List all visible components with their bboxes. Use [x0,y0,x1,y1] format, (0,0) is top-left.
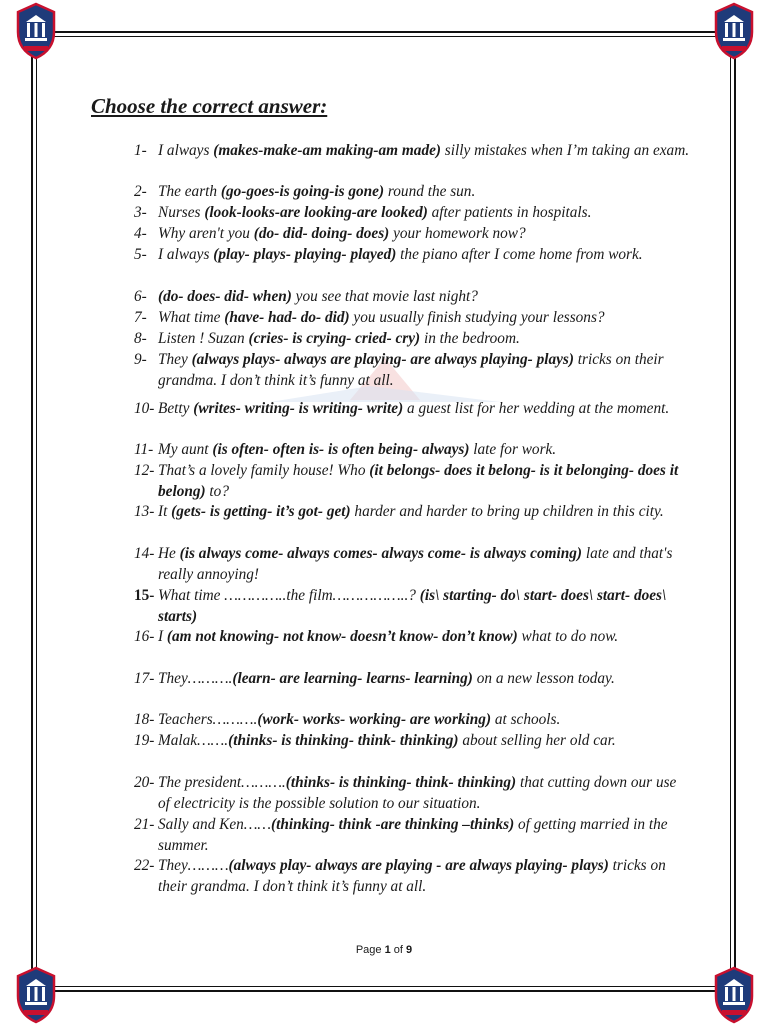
answer-choices: (work- works- working- are working) [257,711,492,728]
question-number: 6- [134,288,147,305]
question-text [134,440,690,461]
question-text [134,669,690,690]
question-text [134,245,690,266]
question-fragment: It [158,503,172,520]
answer-choices: (thinking- think -are thinking –thinks) [271,816,515,833]
question-fragment: late and that's really annoying! [158,545,673,583]
question-fragment: Teachers………. [158,711,258,728]
question-text [134,627,690,648]
question-fragment: at schools. [491,711,561,728]
question-fragment: silly mistakes when I’m taking an exam. [440,142,690,159]
question-item [134,815,690,857]
question-fragment: tricks on their grandma. I don’t think it’s funny at all. [158,857,666,895]
question-number: 18- [134,711,155,728]
question-text [134,182,690,203]
question-item [134,856,690,898]
question-fragment: Betty [158,400,194,417]
question-fragment: What time …………..the film……………..? [158,587,420,604]
answer-choices: (do- did- doing- does) [253,225,390,242]
footer-of: of [390,944,407,956]
question-fragment: What time [158,309,225,326]
question-fragment: Sally and Ken…… [158,816,272,833]
answer-choices: (always plays- always are playing- are always playing- plays) [191,351,574,368]
answer-choices: (thinks- is thinking- think- thinking) [285,774,517,791]
question-text [134,399,690,420]
question-fragment: to? [205,482,229,500]
question-fragment: you usually finish studying your lessons? [349,309,605,326]
question-item [134,141,690,162]
question-text [134,815,690,857]
question-number: 19- [134,732,155,749]
question-fragment: That’s a lovely family house! Who [158,462,370,479]
answer-choices: (it belongs- does it belong- is it belonging- does it belong) [158,462,679,500]
footer-prefix: Page [355,944,385,956]
answer-choices: (is often- often is- is often being- always) [212,441,470,458]
question-item [134,627,690,648]
question-number: 22- [134,857,155,874]
question-text [134,203,690,224]
question-item [134,440,690,461]
question-fragment: a guest list for her wedding at the moment. [403,400,670,417]
question-item [134,710,690,731]
question-fragment: They……… [158,857,229,874]
question-fragment: harder and harder to bring up children in this city. [350,503,664,520]
question-item [134,224,690,245]
question-number: 3- [134,204,147,221]
question-fragment: what to do now. [517,628,619,645]
question-text [134,224,690,245]
answer-choices: (go-goes-is going-is gone) [220,183,385,200]
question-fragment: Listen ! Suzan [158,330,249,347]
answer-choices: (always play- always are playing - are always playing- plays) [228,857,609,874]
question-fragment: I always [158,246,214,263]
question-item [134,350,690,392]
question-fragment: Nurses [158,204,205,221]
question-number: 15- [134,587,155,604]
question-fragment: Malak……. [158,732,229,749]
question-number: 20- [134,774,155,791]
question-item [134,245,690,266]
question-fragment: I [158,628,167,645]
answer-choices: (thinks- is thinking- think- thinking) [228,732,459,749]
question-fragment: of getting married in the summer. [158,816,668,854]
question-number: 16- [134,628,155,645]
question-fragment: They………. [158,670,233,687]
question-item [134,586,690,628]
question-fragment: late for work. [469,441,557,458]
footer-total-pages: 9 [406,944,413,956]
question-fragment: round the sun. [384,183,476,200]
footer-current-page: 1 [384,944,391,956]
question-text [134,308,690,329]
question-fragment: on a new lesson today. [472,670,615,687]
question-text [134,350,690,392]
question-number: 8- [134,330,147,347]
question-fragment: about selling her old car. [458,732,616,749]
question-number: 13- [134,503,155,520]
question-text [134,731,690,752]
answer-choices: (gets- is getting- it’s got- get) [171,503,351,520]
question-fragment: you see that movie last night? [291,288,478,305]
question-fragment: that cutting down our use of electricity is the possible solution to our situation. [158,774,677,812]
question-number: 5- [134,246,147,263]
question-item [134,461,690,503]
question-item [134,287,690,308]
question-number: 1- [134,142,147,159]
question-fragment: My aunt [158,441,213,458]
answer-choices: (do- does- did- when) [158,288,292,305]
question-number: 17- [134,670,155,687]
question-fragment: Why aren't you [158,225,254,242]
question-item [134,308,690,329]
answer-choices: (have- had- do- did) [224,309,350,326]
answer-choices: (makes-make-am making-am made) [213,142,441,159]
question-number: 4- [134,225,147,242]
question-fragment: The earth [158,183,221,200]
question-text [134,502,690,523]
question-fragment: tricks on their grandma. I don’t think it’s funny at all. [158,351,664,389]
answer-choices: (cries- is crying- cried- cry) [248,330,421,347]
question-fragment: The president………. [158,774,286,791]
question-fragment: your homework now? [389,225,526,242]
question-item [134,773,690,815]
question-item [134,731,690,752]
answer-choices: (learn- are learning- learns- learning) [232,670,473,687]
question-fragment: the piano after I come home from work. [396,246,643,263]
answer-choices: (writes- writing- is writing- write) [193,400,404,417]
question-number: 12- [134,462,155,479]
question-text [134,586,690,628]
question-number: 7- [134,309,147,326]
question-item [134,544,690,586]
question-number: 14- [134,545,155,562]
question-text [134,544,690,586]
page-heading: Choose the correct answer: [91,94,328,118]
answer-choices: (is always come- always comes- always come- is always coming) [179,545,583,562]
question-text [134,773,690,815]
answer-choices: (play- plays- playing- played) [213,246,397,263]
question-number: 21- [134,816,155,833]
question-item [134,182,690,203]
question-item [134,329,690,350]
question-fragment: He [158,545,180,562]
question-item [134,399,690,420]
question-fragment: I always [158,142,214,159]
question-text [134,710,690,731]
question-item [134,203,690,224]
question-text [134,329,690,350]
question-fragment: after patients in hospitals. [427,204,592,221]
answer-choices: (am not knowing- not know- doesn’t know- don’t know) [166,628,518,645]
question-text [134,461,690,503]
question-item [134,669,690,690]
question-text [134,287,690,308]
question-number: 9- [134,351,147,368]
question-text [134,141,690,162]
question-item [134,502,690,523]
question-fragment: in the bedroom. [420,330,520,347]
question-text [134,856,690,898]
question-number: 11- [134,441,154,458]
page-footer [0,944,768,956]
question-number: 2- [134,183,147,200]
question-number: 10- [134,400,155,417]
question-fragment: They [158,351,192,368]
answer-choices: (is\ starting- do\ start- does\ start- does\ starts) [158,587,667,625]
answer-choices: (look-looks-are looking-are looked) [204,204,428,221]
